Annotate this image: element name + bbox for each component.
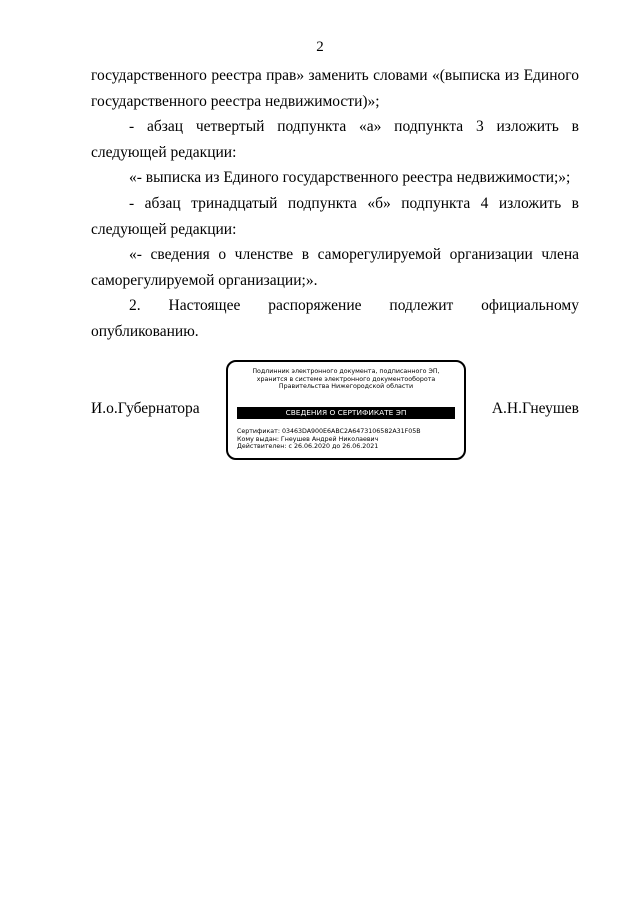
signatory-name: А.Н.Гнеушев: [491, 400, 579, 417]
stamp-notice: [234, 368, 458, 391]
stamp-notice-line: хранится в системе электронного документооборота: [256, 375, 436, 383]
e-signature-stamp: [226, 360, 466, 460]
document-body: [91, 63, 579, 345]
paragraph-continuation: государственного реестра прав» заменить словами «(выписка из Единого государственного реестра недвижимости)»;: [91, 67, 579, 110]
paragraph-new-text-4a: «- выписка из Единого государственного реестра недвижимости;»;: [129, 169, 571, 187]
stamp-certificate-details: [237, 428, 458, 451]
stamp-banner: СВЕДЕНИЯ О СЕРТИФИКАТЕ ЭП: [237, 407, 455, 419]
stamp-notice-line: Подлинник электронного документа, подписанного ЭП,: [252, 368, 440, 375]
page-number: 2: [316, 39, 324, 55]
certificate-owner: Кому выдан: Гнеушев Андрей Николаевич: [237, 435, 379, 443]
certificate-number: Сертификат: 03463DA900E6ABC2A6473106582A31F05B: [237, 428, 421, 435]
signatory-title: И.о.Губернатора: [91, 400, 200, 417]
paragraph-amendment-4a: - абзац четвертый подпункта «а» подпункта 3 изложить в следующей редакции:: [91, 118, 579, 161]
paragraph-publication: 2. Настоящее распоряжение подлежит официальному опубликованию.: [91, 297, 579, 340]
certificate-validity: Действителен: с 26.06.2020 до 26.06.2021: [237, 443, 379, 451]
paragraph-new-text-4b: «- сведения о членстве в саморегулируемой организации члена саморегулируемой организации;».: [91, 246, 579, 289]
paragraph-amendment-4b: - абзац тринадцатый подпункта «б» подпункта 4 изложить в следующей редакции:: [91, 194, 579, 238]
stamp-notice-line: Правительства Нижегородской области: [278, 383, 414, 391]
